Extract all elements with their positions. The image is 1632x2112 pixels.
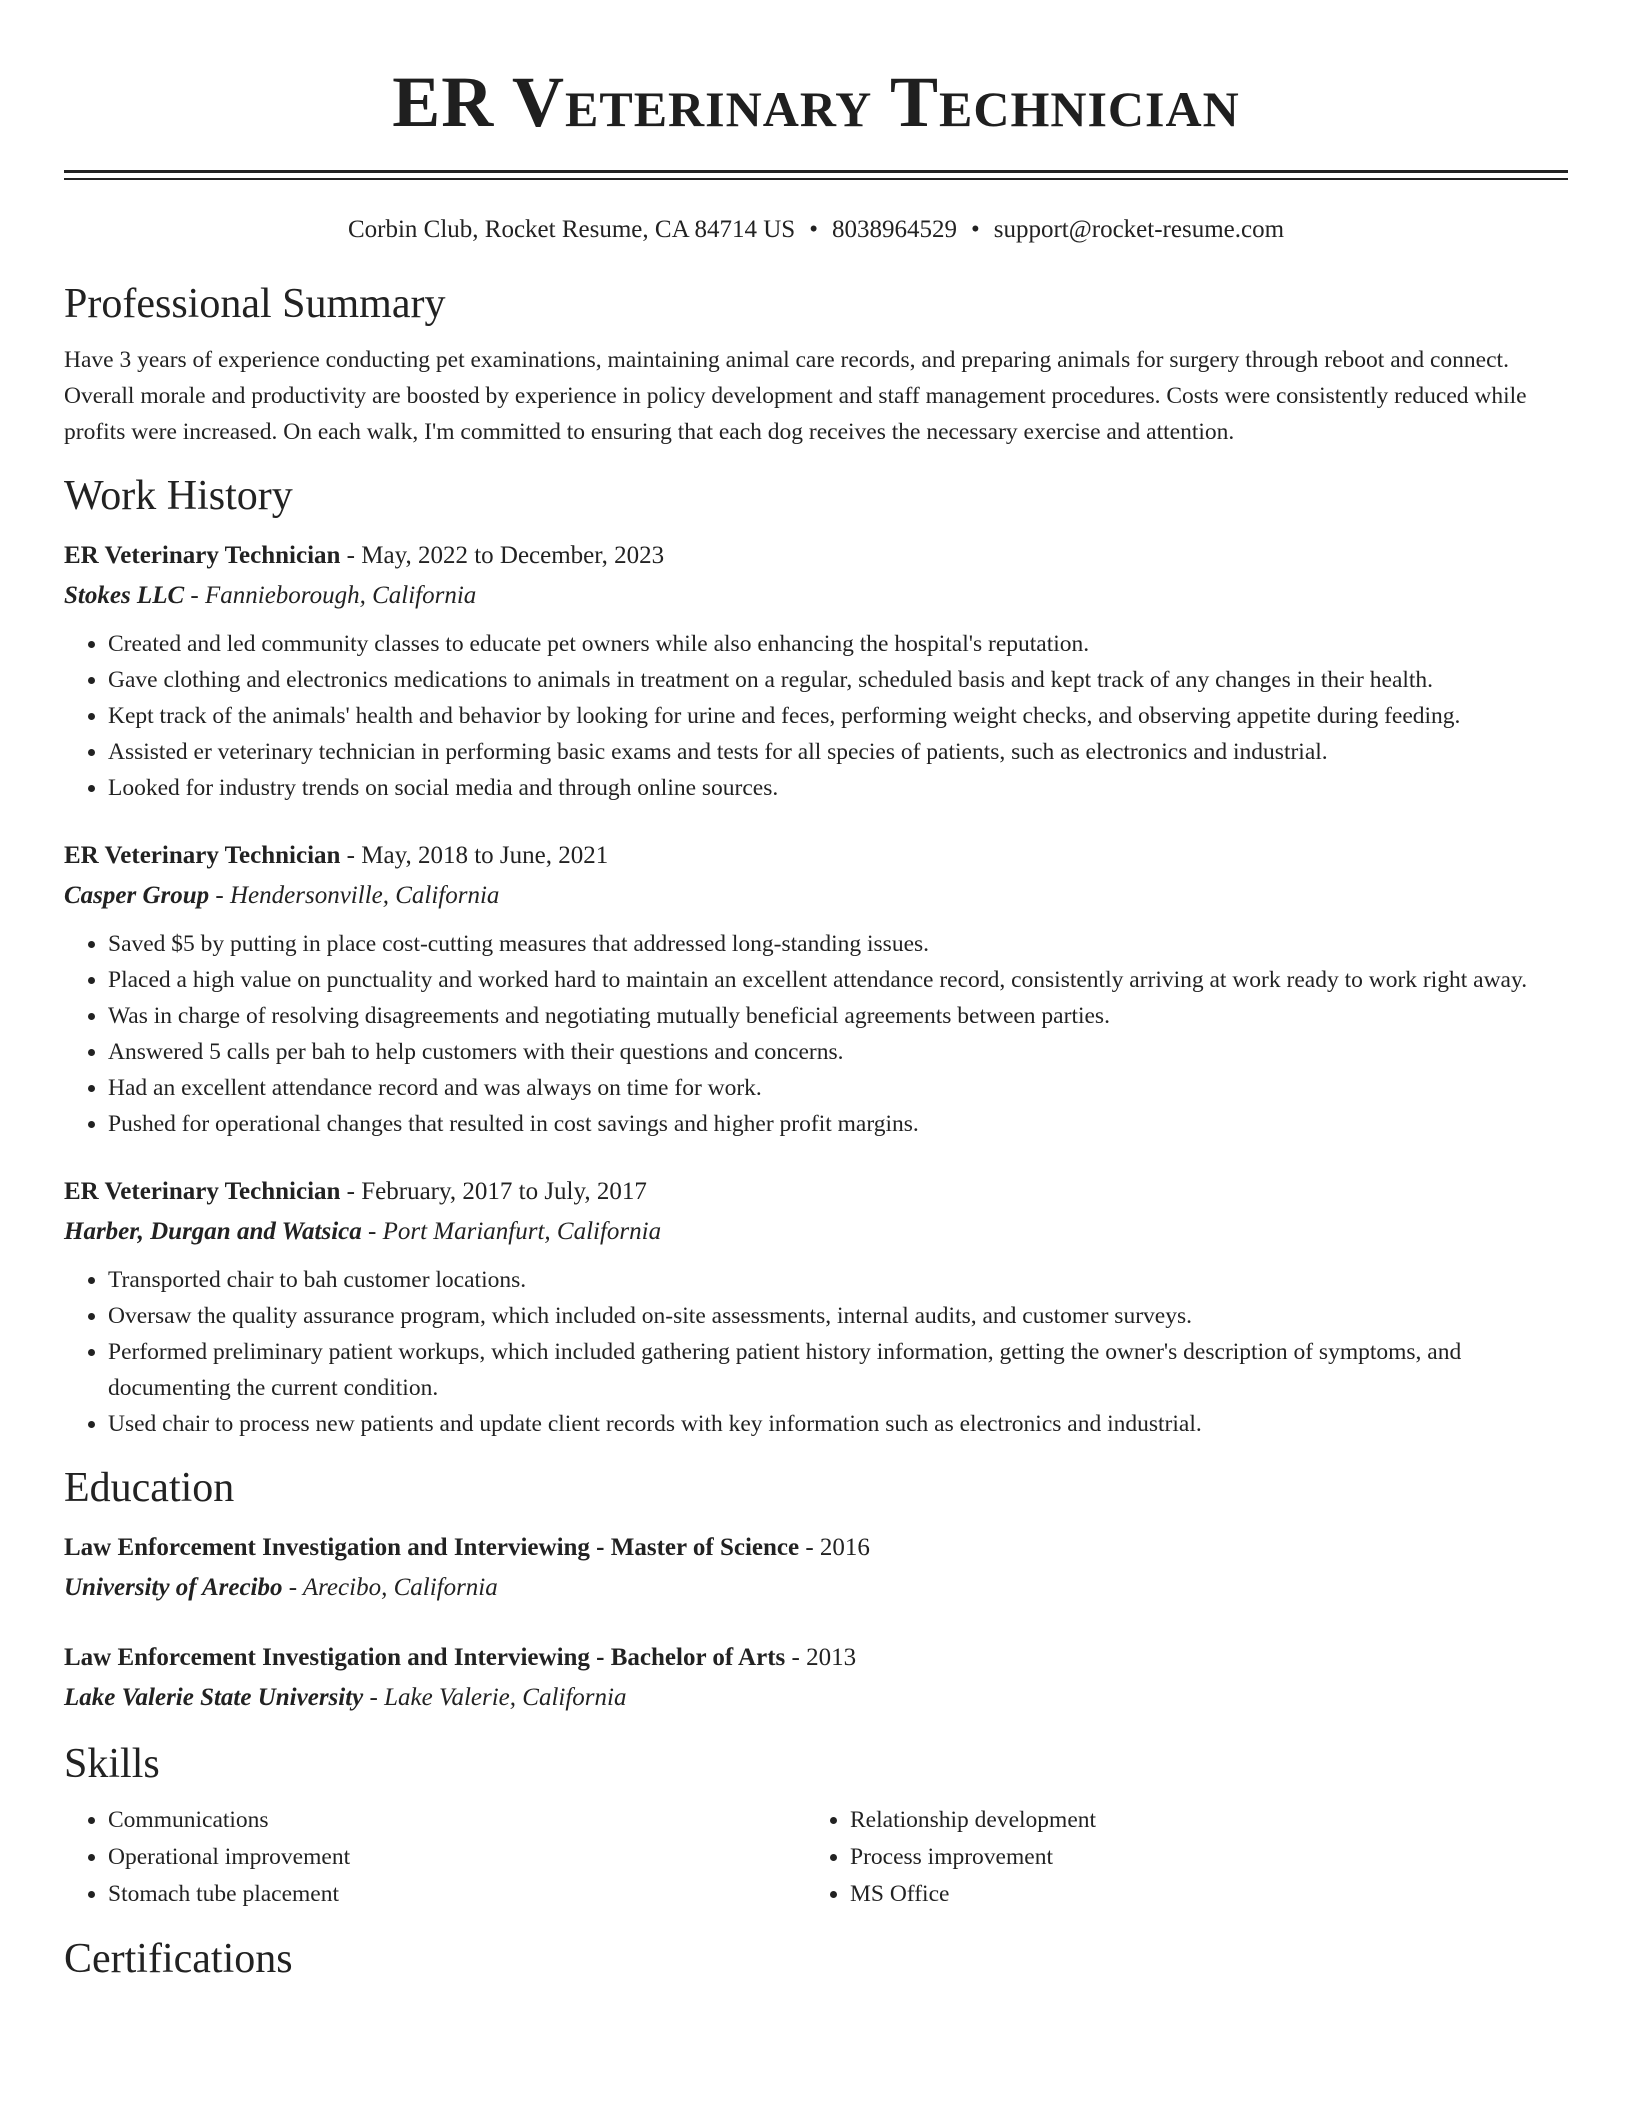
job-company-line <box>64 1212 1568 1252</box>
education-header <box>64 1528 1568 1568</box>
header-divider-thick <box>64 170 1568 173</box>
job-dates: - February, 2017 to July, 2017 <box>340 1178 647 1205</box>
education-year: - 2013 <box>785 1644 857 1671</box>
skill-item: • Process improvement <box>850 1839 1548 1876</box>
header-divider-thin <box>64 178 1568 180</box>
job-bullet: • Pushed for operational changes that resulted in cost savings and higher profit margins. <box>108 1106 1568 1142</box>
job-bullet: • Placed a high value on punctuality and worked hard to maintain an excellent attendance record, consistently arriving at work ready to work right away. <box>108 962 1568 998</box>
contact-address: Corbin Club, Rocket Resume, CA 84714 US <box>347 216 796 243</box>
job-entry <box>64 836 1568 1142</box>
summary-text: Have 3 years of experience conducting pet examinations, maintaining animal care records, and preparing animals for surgery through reboot and connect. Overall morale and productivity are boosted by experience in policy development and staff management procedures. Costs were consistently reduced while profits were increased. On each walk, I'm committed to ensuring that each dog receives the necessary exercise and attention. <box>64 347 1527 445</box>
job-bullets <box>64 1262 1568 1442</box>
job-company: Stokes LLC <box>64 582 185 609</box>
job-bullet: • Saved $5 by putting in place cost-cutting measures that addressed long-standing issues. <box>108 926 1568 962</box>
skill-item: • Stomach tube placement <box>108 1876 806 1913</box>
skills-column-left <box>64 1802 806 1913</box>
job-bullet: • Assisted er veterinary technician in performing basic exams and tests for all species of patients, such as electronics and industrial. <box>108 734 1568 770</box>
contact-line <box>64 214 1568 246</box>
job-header <box>64 1172 1568 1212</box>
skills-heading: Skills <box>64 1741 160 1787</box>
job-entry <box>64 1172 1568 1442</box>
resume-title: ER Veterinary Technician <box>392 62 1240 142</box>
contact-separator: • <box>970 216 980 243</box>
education-location: - Arecibo, California <box>282 1574 498 1601</box>
job-role: ER Veterinary Technician <box>64 842 341 869</box>
job-location: - Port Marianfurt, California <box>361 1218 662 1245</box>
job-company: Harber, Durgan and Watsica <box>64 1218 362 1245</box>
job-bullet: • Kept track of the animals' health and behavior by looking for urine and feces, performing weight checks, and observing appetite during feeding. <box>108 698 1568 734</box>
work-history-heading: Work History <box>64 473 293 519</box>
education-heading: Education <box>64 1465 235 1511</box>
job-bullet: • Had an excellent attendance record and was always on time for work. <box>108 1070 1568 1106</box>
job-bullets <box>64 926 1568 1142</box>
education-year: - 2016 <box>799 1534 870 1561</box>
education-entry <box>64 1528 1568 1608</box>
job-bullet: • Answered 5 calls per bah to help customers with their questions and concerns. <box>108 1034 1568 1070</box>
job-entry <box>64 536 1568 806</box>
job-bullet: • Used chair to process new patients and update client records with key information such as electronics and industrial. <box>108 1406 1568 1442</box>
job-company-line <box>64 876 1568 916</box>
job-bullet: • Transported chair to bah customer locations. <box>108 1262 1568 1298</box>
education-school-line <box>64 1568 1568 1608</box>
job-bullet: • Performed preliminary patient workups, which included gathering patient history information, getting the owner's description of symptoms, and documenting the current condition. <box>108 1334 1568 1406</box>
job-bullet: • Oversaw the quality assurance program, which included on-site assessments, internal audits, and customer surveys. <box>108 1298 1568 1334</box>
education-school: Lake Valerie State University <box>64 1684 364 1711</box>
job-location: - Hendersonville, California <box>209 882 500 909</box>
job-bullet: • Looked for industry trends on social media and through online sources. <box>108 770 1568 806</box>
job-dates: - May, 2022 to December, 2023 <box>340 542 665 569</box>
job-bullet: • Was in charge of resolving disagreements and negotiating mutually beneficial agreements between parties. <box>108 998 1568 1034</box>
education-header <box>64 1638 1568 1678</box>
skill-item: • Operational improvement <box>108 1839 806 1876</box>
contact-separator: • <box>809 216 818 243</box>
job-bullets <box>64 626 1568 806</box>
job-location: - Fannieborough, California <box>184 582 477 609</box>
education-school-line <box>64 1678 1568 1718</box>
job-header <box>64 836 1568 876</box>
skills-grid <box>64 1802 1568 1913</box>
job-dates: - May, 2018 to June, 2021 <box>340 842 609 869</box>
certifications-heading: Certifications <box>64 1936 293 1982</box>
education-school: University of Arecibo <box>64 1574 283 1601</box>
education-location: - Lake Valerie, California <box>363 1684 627 1711</box>
job-company: Casper Group <box>64 882 210 909</box>
skill-item: • Communications <box>108 1802 806 1839</box>
job-role: ER Veterinary Technician <box>64 1178 341 1205</box>
contact-phone: 8038964529 <box>831 216 957 243</box>
skill-item: • MS Office <box>850 1876 1548 1913</box>
job-bullet: • Gave clothing and electronics medications to animals in treatment on a regular, scheduled basis and kept track of any changes in their health. <box>108 662 1568 698</box>
education-degree: Law Enforcement Investigation and Interviewing - Master of Science <box>64 1534 800 1561</box>
job-header <box>64 536 1568 576</box>
contact-email: support@rocket-resume.com <box>993 216 1285 243</box>
skills-column-right <box>806 1802 1548 1913</box>
summary-heading: Professional Summary <box>64 281 446 327</box>
skill-item: • Relationship development <box>850 1802 1548 1839</box>
education-degree: Law Enforcement Investigation and Interviewing - Bachelor of Arts <box>64 1644 786 1671</box>
job-company-line <box>64 576 1568 616</box>
job-role: ER Veterinary Technician <box>64 542 341 569</box>
job-bullet: • Created and led community classes to educate pet owners while also enhancing the hospital's reputation. <box>108 626 1568 662</box>
education-entry <box>64 1638 1568 1718</box>
